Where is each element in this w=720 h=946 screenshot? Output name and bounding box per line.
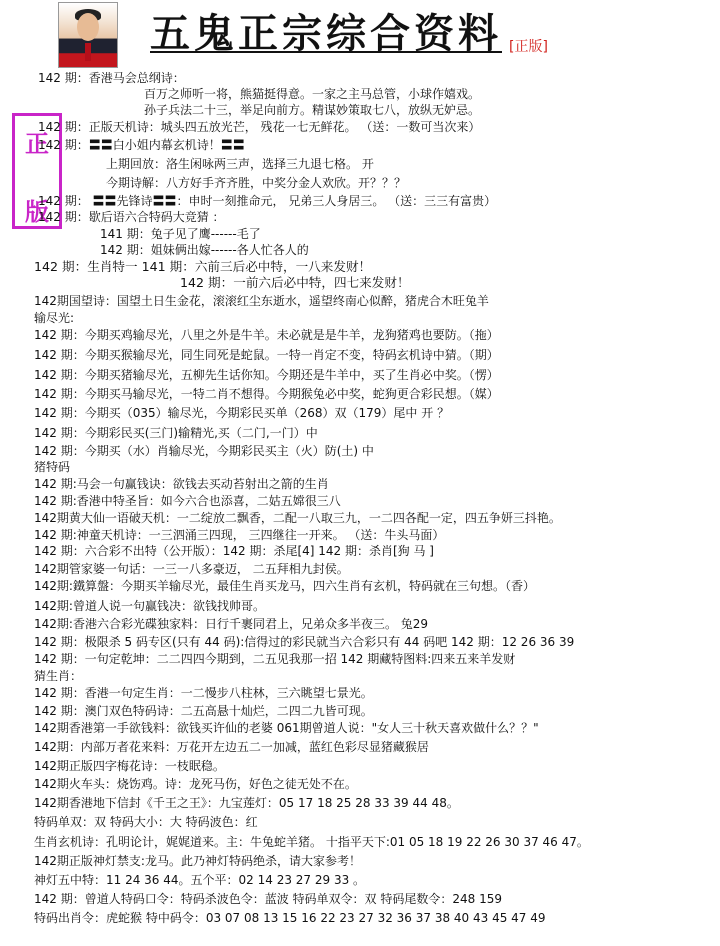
text-line: 141 期：兔子见了鹰------毛了 — [100, 227, 261, 241]
text-line: 142 期：歇后语六合特码大竞猜 ： — [38, 210, 225, 224]
edition-badge: [正版] — [509, 39, 548, 55]
text-line: 142 期：今期买（035）输尽光，今期彩民买单（268）双（179）尾中 开 ？ — [34, 406, 450, 420]
text-line: 142 期：今期买（水）肖输尽光，今期彩民买主（火）防(土) 中 — [34, 444, 374, 458]
text-line: 142 期：极限杀 5 码专区(只有 44 码):信得过的彩民就当六合彩只有 44 码吧 142 期：12 26 36 39 — [34, 635, 575, 649]
text-line: 上期回放：洛生闲咏两三声，选择三九退七格。 开 — [106, 157, 374, 171]
text-line: 142期：内部万者花来料：万花开左边五二一加减，蓝红色彩尽显猪藏猴居 — [34, 740, 429, 754]
text-line: 142期正版四字梅花诗：一枝眠稳。 — [34, 759, 225, 773]
text-line: 142 期：生肖特一 141 期：六前三后必中特，一八来发财！ — [34, 259, 372, 274]
text-line: 142 期：六合彩不出特（公开版）：142 期：杀尾[4] 142 期：杀肖[狗 马 ] — [34, 544, 434, 558]
text-line: 142 期:香港中特圣旨：如今六合也添喜，二姑五嫦很三八 — [34, 494, 341, 508]
text-line: 142 期：曾道人特码口令：特码杀波色令：蓝波 特码单双令：双 特码尾数令：248 159 — [34, 892, 502, 906]
text-line: 142 期： 〓〓先锋诗〓〓：申时一刻推命元， 兄弟三人身居三。 （送：三三有富贵） — [38, 194, 497, 208]
text-line: 142期国望诗：国望土日生金花，滚滚红尘东逝水，遥望终南心似醉，猪虎合木旺兔羊 — [34, 294, 489, 308]
photo-face — [77, 13, 99, 41]
text-line: 142 期：香港一句定生肖：一二慢步八柱林，三六眺望七景光。 — [34, 686, 373, 700]
text-line: 142期香港地下信封《千王之王》：九宝莲灯：05 17 18 25 28 33 39 44 48。 — [34, 796, 459, 810]
text-line: 142 期：〓〓白小姐内幕玄机诗！〓〓 — [38, 138, 245, 152]
text-line: 142期:曾道人说一句赢钱决：欲钱找帅哥。 — [34, 599, 265, 613]
text-line: 142期正版神灯禁支:龙马。此乃神灯特码绝杀，请大家参考！ — [34, 854, 361, 868]
text-line: 猜生肖： — [34, 669, 83, 683]
side-stamp-char-1: 正 — [25, 129, 49, 158]
text-line: 142 期：今期买猪输尽光，五柳先生话你知。今期还是牛羊中，买了生肖必中奖。（愣） — [34, 368, 499, 382]
text-line: 142 期：今期买猴输尽光，同生同死是蛇鼠。一特一肖定不变，特码玄机诗中猜。（期） — [34, 348, 499, 362]
text-line: 142 期：今期买马输尽光，一特二肖不想得。今期猴兔必中奖，蛇狗更合彩民想。（媒） — [34, 387, 499, 401]
photo-tie — [85, 43, 91, 61]
text-line: 142 期：今期彩民买(三门)输精光,买（二门,一门）中 — [34, 426, 318, 440]
text-line: 142期:香港六合彩光碟独家料：日行千裹同君上，兄弟众多半夜三。 兔29 — [34, 617, 429, 631]
text-line: 今期诗解：八方好手齐齐胜，中奖分金人欢欣。开？？？ — [106, 176, 407, 190]
page-header — [0, 0, 720, 68]
text-line: 猪特码 — [34, 460, 71, 474]
text-line: 142 期：正版天机诗：城头四五放光芒， 残花一七无鲜花。 （送：一数可当次来） — [38, 120, 481, 134]
text-line: 百万之师听一将，熊猫挺得意。一家之主马总管，小球作嬉戏。 — [144, 87, 481, 101]
text-line: 特码出肖令：虎蛇猴 特中码令：03 07 08 13 15 16 22 23 27 32 36 37 38 40 43 45 47 49 — [34, 911, 546, 925]
text-line: 142 期：香港马会总纲诗： — [38, 71, 185, 85]
side-stamp-char-2: 版 — [25, 197, 49, 226]
author-photo — [58, 2, 118, 68]
text-line: 142 期:神童天机诗：一三泗涌三四现， 三四继往一开来。 （送：牛头马面） — [34, 528, 445, 542]
text-line: 142 期：澳门双色特码诗：二五高悬十灿烂，二四二九皆可现。 — [34, 704, 373, 718]
text-line: 生肖玄机诗：孔明论计，娓娓道来。主：牛兔蛇羊猪。 十指平天下:01 05 18 19 22 26 30 37 46 47。 — [34, 835, 589, 849]
text-line: 142 期：姐妹俩出嫁------各人忙各人的 — [100, 243, 309, 257]
text-line: 142 期：一前六后必中特，四七来发财！ — [180, 275, 410, 290]
text-line: 孙子兵法二十三，举足向前方。精谋妙策取七八，放纵无妒忌。 — [144, 103, 481, 117]
page-title: 五鬼正宗综合资料 — [150, 10, 502, 57]
text-line: 特码单双：双 特码大小：大 特码波色：红 — [34, 815, 258, 829]
text-line: 142期黄大仙一语破天机：一二绽放二飘香，二配一八取三九，一二四各配一定，四五争妍三抖艳。 — [34, 511, 561, 525]
text-line: 142期火车头：烧饬鸡。诗：龙死马伤，好色之徒无处不在。 — [34, 777, 357, 791]
text-line: 142期:鐵算盤：今期买羊输尽光，最佳生肖买龙马，四六生肖有玄机，特码就在三句想。（香） — [34, 579, 535, 593]
text-line: 142期管家婆一句话：一三一八多豪迈， 二五拜相九封侯。 — [34, 562, 349, 576]
text-line: 输尽光: — [34, 311, 75, 325]
text-line: 142 期:马会一句赢钱诀：欲钱去买动苔射出之箭的生肖 — [34, 477, 329, 491]
text-line: 142 期：一句定乾坤：二二四四今期到，二五见我那一招 142 期藏特图料:四来五来羊发财 — [34, 652, 516, 666]
text-line: 神灯五中特：11 24 36 44。五个平：02 14 23 27 29 33 。 — [34, 873, 366, 887]
text-line: 142 期：今期买鸡输尽光，八里之外是牛羊。未必就是是牛羊，龙狗猪鸡也要防。（拖） — [34, 328, 499, 342]
text-line: 142期香港第一手欲钱料：欲钱买许仙的老婆 061期曾道人说："女人三十秋天喜欢做什么？？" — [34, 721, 539, 735]
